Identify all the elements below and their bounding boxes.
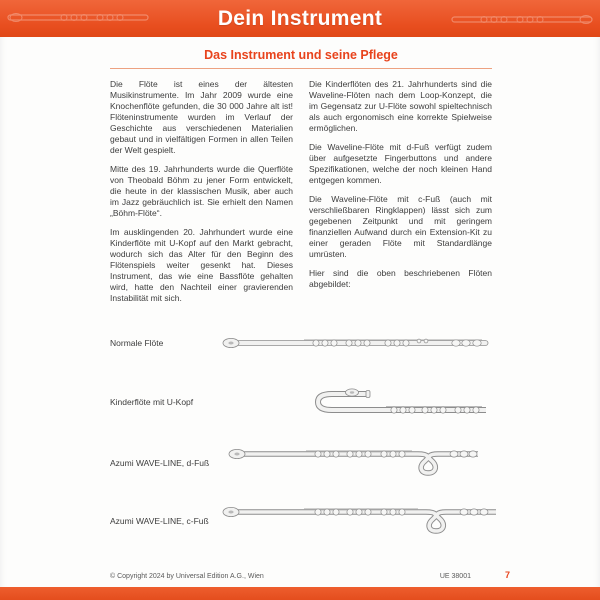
banner-flute-art-right	[444, 7, 594, 31]
figure-row-normale-floete	[110, 316, 492, 370]
section-title: Das Instrument und seine Pflege	[110, 48, 492, 69]
straight-flute-image	[218, 335, 492, 351]
figures-section	[110, 316, 492, 550]
right-column	[309, 79, 492, 312]
paragraph: Im ausklingenden 20. Jahrhundert wurde eine Kinderflöte mit U-Kopf auf den Markt gebracht, wodurch sich das Alter für den Beginn des Flötenspiels weiter gesenkt hat. Dieses Instrument, das wie eine Bassflöte gehalten wird, hatte den Nachteil einer gravierenden Instabilität mit sich.	[110, 227, 293, 303]
edition-number: UE 38001	[439, 573, 471, 580]
paragraph: Die Waveline-Flöte mit c-Fuß (auch mit verschließbaren Ringklappen) lässt sich zum gegebenen Zeitpunkt und mit geringem finanziellen Aufwand durch ein Extension-Kit zu einer geraden Flöte mit Standardlänge umrüsten.	[309, 194, 492, 259]
figure-row-waveline-d	[110, 434, 492, 492]
paragraph: Die Waveline-Flöte mit d-Fuß verfügt zudem über aufgesetzte Fingerbuttons und andere Spezifikationen, welche der noch kleinen Hand entgegen kommen.	[309, 142, 492, 185]
figure-row-waveline-c	[110, 492, 492, 550]
paragraph: Mitte des 19. Jahrhunderts wurde die Querflöte von Theobald Böhm zu jener Form entwickelt, die heute in der klassischen Musik, aber auch im Jazz gebräuchlich ist. Sie erhielt den Namen „Böhm-Flöte“.	[110, 164, 293, 218]
figure-label: Kinderflöte mit U-Kopf	[110, 397, 194, 407]
copyright-text: © Copyright 2024 by Universal Edition A.G., Wien	[110, 573, 264, 580]
waveline-d-flute-image	[218, 446, 492, 480]
figure-label: Azumi WAVE-LINE, c-Fuß	[110, 516, 209, 526]
left-column	[110, 79, 293, 312]
paragraph: Die Flöte ist eines der ältesten Musikinstrumente. Im Jahr 2009 wurde eine Knochenflöte gefunden, die 30 000 Jahre alt ist! Flöteninstrumente wurden im Verlauf der Geschichte aus verschiedenen Materialien gebaut und in vielfältigen Formen in allen Teilen der Welt gespielt.	[110, 79, 293, 155]
main-content	[110, 48, 492, 312]
figure-row-kinderfloete	[110, 370, 492, 434]
paragraph: Die Kinderflöten des 21. Jahrhunderts sind die Waveline-Flöten nach dem Loop-Konzept, die im Gegensatz zur U-Flöte sowohl spieltechnisch als auch ergonomisch eine korrekte Spielweise ermöglichen.	[309, 79, 492, 133]
bottom-accent-bar	[0, 587, 600, 600]
text-columns	[110, 79, 492, 312]
waveline-c-flute-image	[218, 504, 508, 538]
banner-flute-art-left	[6, 7, 156, 31]
figure-label: Normale Flöte	[110, 338, 164, 348]
header-banner	[0, 0, 600, 37]
page-number: 7	[504, 570, 510, 580]
figure-label: Azumi WAVE-LINE, d-Fuß	[110, 458, 210, 468]
page-title: Dein Instrument	[217, 6, 383, 30]
paragraph: Hier sind die oben beschriebenen Flöten abgebildet:	[309, 268, 492, 289]
page-footer	[110, 570, 510, 580]
u-head-flute-image	[218, 385, 492, 419]
